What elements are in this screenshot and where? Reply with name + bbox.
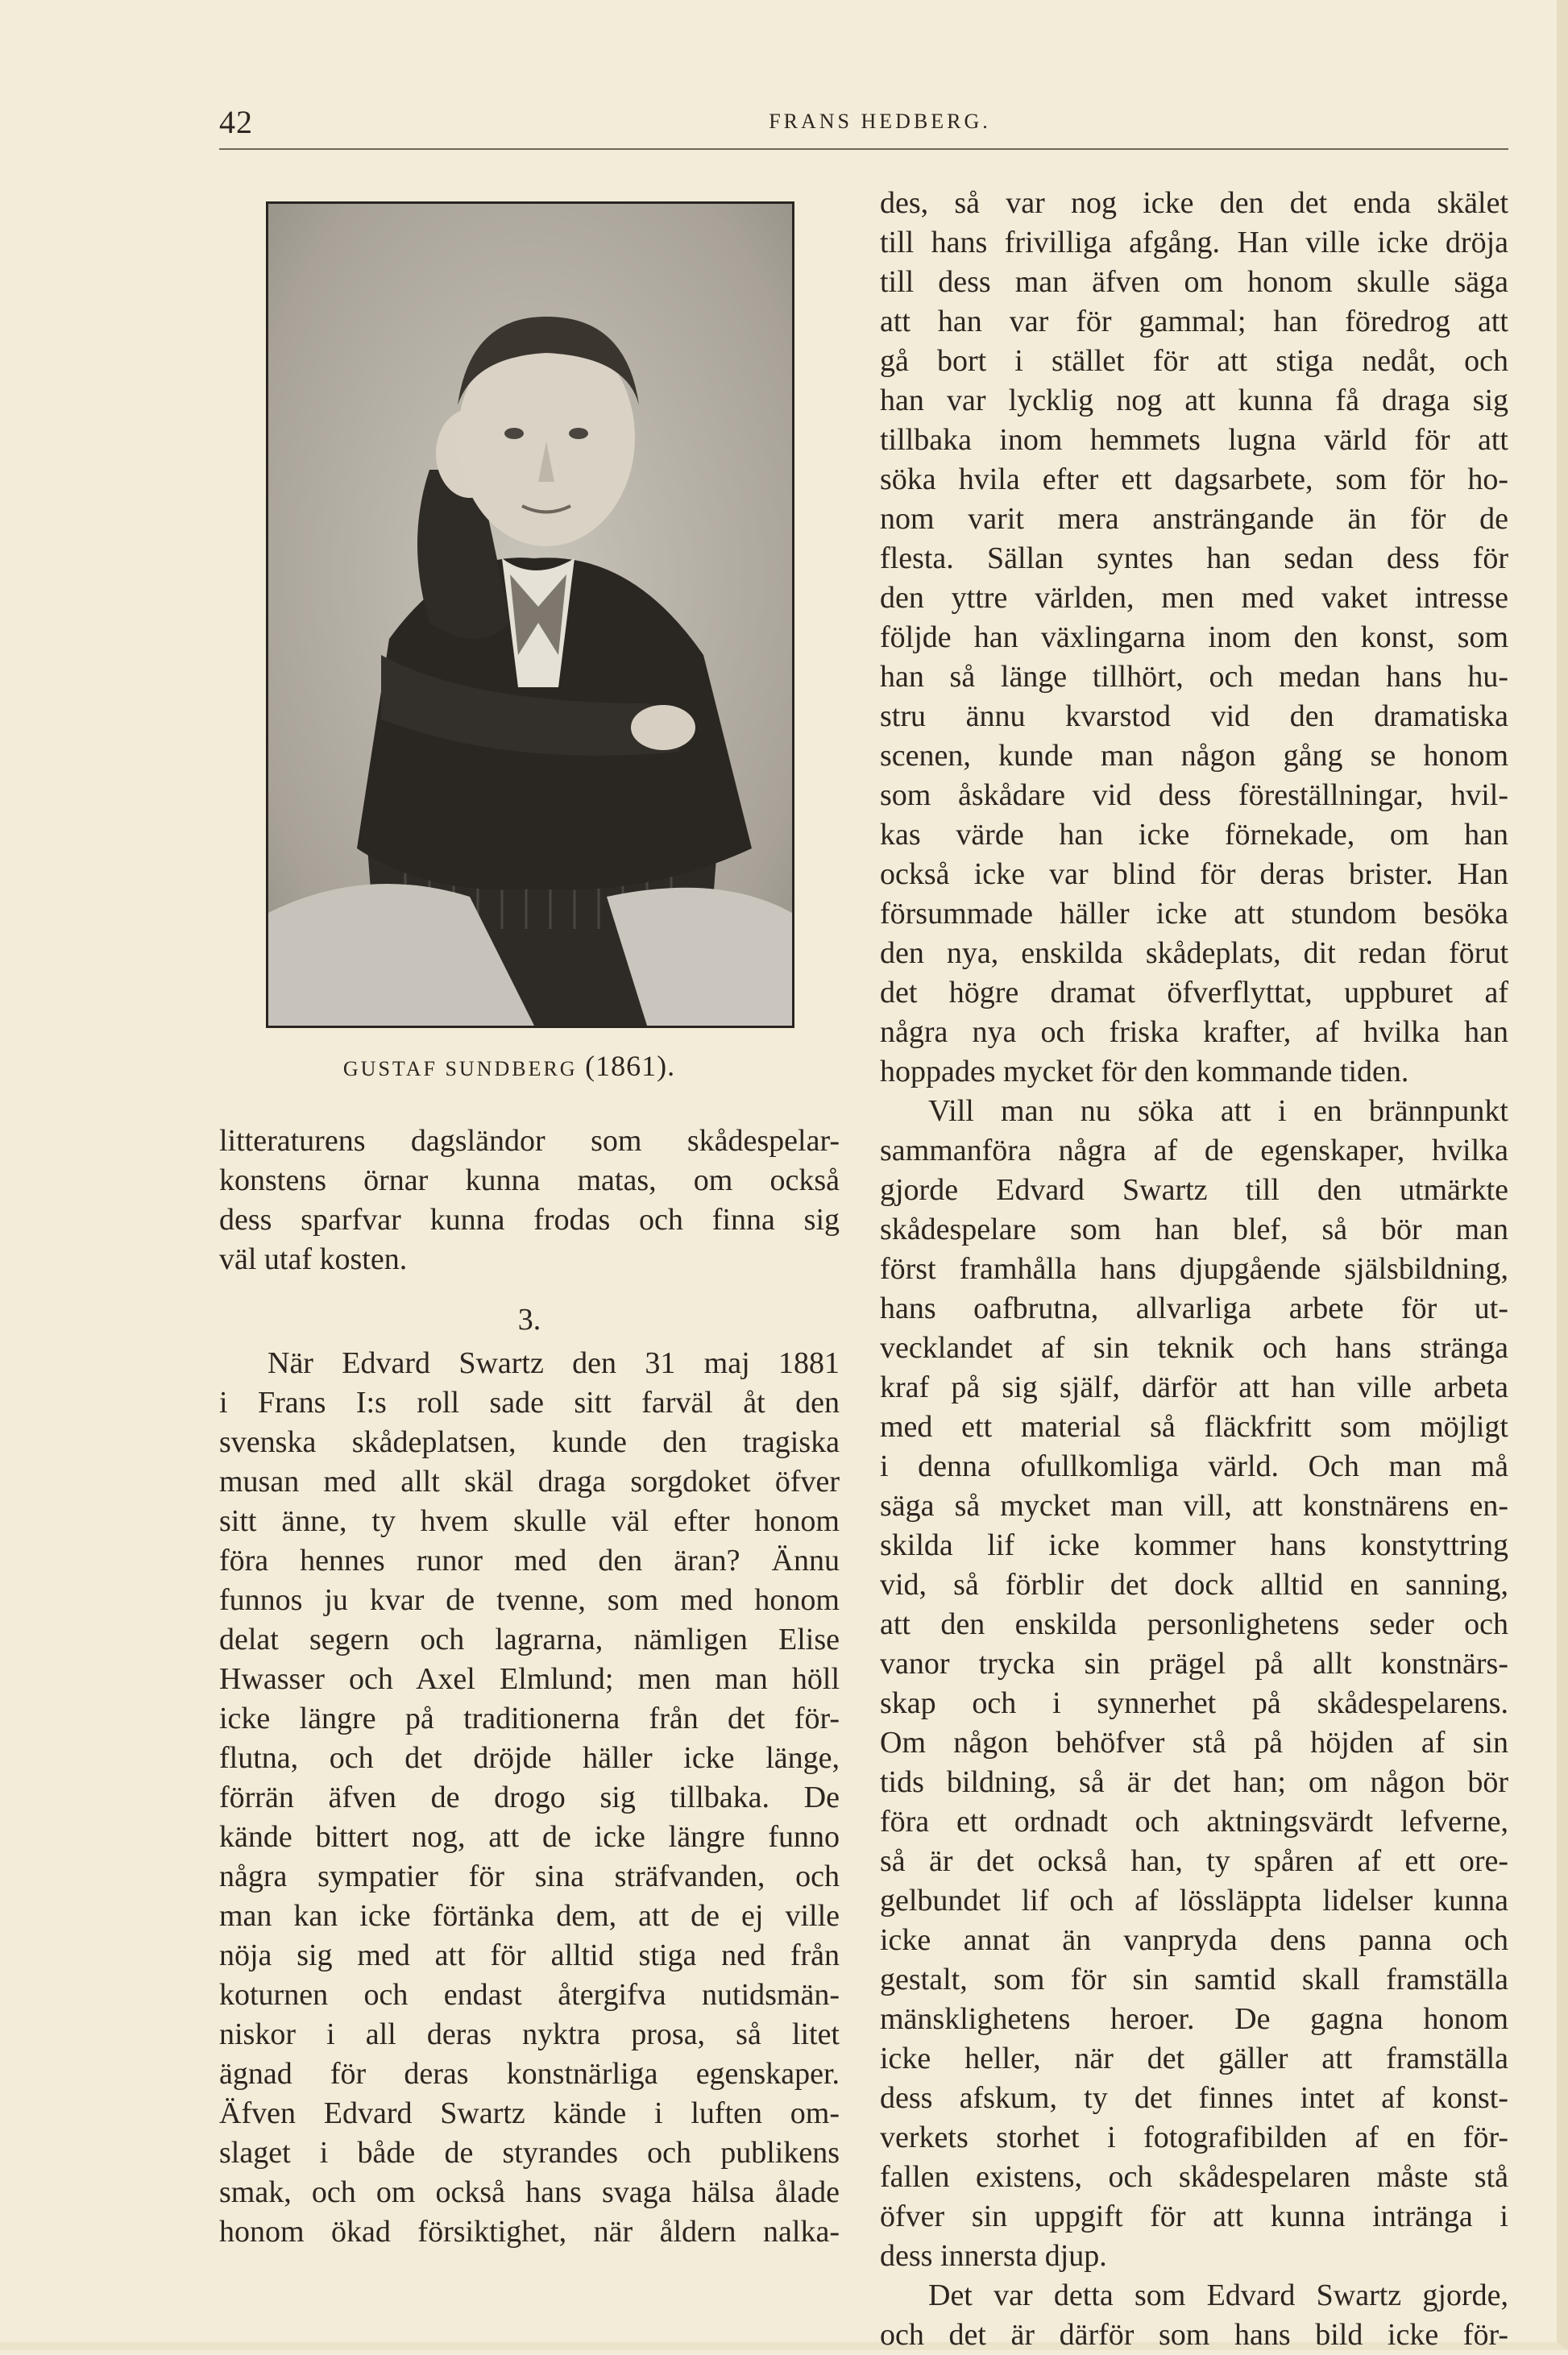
text-line: mänsklighetens heroer. De gagna honom bbox=[880, 2002, 1508, 2036]
text-line: icke heller, när det gäller att framställa bbox=[880, 2042, 1508, 2075]
text-line: den yttre världen, men med vaket intresse bbox=[880, 581, 1508, 615]
text-line: föra hennes runor med den äran? Ännu bbox=[219, 1544, 840, 1578]
text-line: smak, och om också hans svaga hälsa ålade bbox=[219, 2175, 840, 2209]
text-line: koturnen och endast återgifva nutidsmän- bbox=[219, 1978, 840, 2012]
text-line: följde han växlingarna inom den konst, som bbox=[880, 620, 1508, 654]
caption-year: (1861). bbox=[585, 1050, 676, 1082]
text-line: i denna ofullkomliga värld. Och man må bbox=[880, 1449, 1508, 1483]
right-column bbox=[880, 184, 1508, 2355]
text-line: man kan icke förtänka dem, att de ej ville bbox=[219, 1899, 840, 1933]
text-line: tids bildning, så är det han; om någon bör bbox=[880, 1765, 1508, 1799]
text-line: verkets storhet i fotografibilden af en för- bbox=[880, 2121, 1508, 2154]
caption-name: GUSTAF SUNDBERG bbox=[342, 1057, 578, 1080]
text-line: som åskådare vid dess föreställningar, hvil- bbox=[880, 778, 1508, 812]
text-line: han var lycklig nog att kunna få draga sig bbox=[880, 384, 1508, 417]
portrait-photo bbox=[266, 201, 794, 1028]
text-line: säga så mycket man vill, att konstnärens en- bbox=[880, 1489, 1508, 1523]
text-line: ägnad för deras konstnärliga egenskaper. bbox=[219, 2057, 840, 2091]
text-line: gelbundet lif och af lössläppta lidelser kunna bbox=[880, 1884, 1508, 1918]
text-line: Hwasser och Axel Elmlund; men man höll bbox=[219, 1662, 840, 1696]
text-line: När Edvard Swartz den 31 maj 1881 bbox=[268, 1346, 840, 1380]
text-line: vecklandet af sin teknik och hans stränga bbox=[880, 1331, 1508, 1365]
text-line: han så länge tillhört, och medan hans hu- bbox=[880, 660, 1508, 694]
text-line: öfver sin uppgift för att kunna intränga i bbox=[880, 2200, 1508, 2233]
text-line: vid, så förblir det dock alltid en sanning, bbox=[880, 1568, 1508, 1602]
text-line: skilda lif icke kommer hans konstyttring bbox=[880, 1528, 1508, 1562]
right-paragraph-1 bbox=[880, 184, 1508, 1092]
text-line: honom ökad försiktighet, när åldern nalka- bbox=[219, 2215, 840, 2249]
text-line: hans oafbrutna, allvarliga arbete för ut- bbox=[880, 1292, 1508, 1325]
text-line: dess afskum, ty det finnes intet af konst- bbox=[880, 2081, 1508, 2115]
text-line: svenska skådeplatsen, kunde den tragiska bbox=[219, 1425, 840, 1459]
text-line: icke längre på traditionerna från det för- bbox=[219, 1702, 840, 1735]
text-line: litteraturens dagsländor som skådespelar- bbox=[219, 1124, 840, 1158]
left-paragraph-2 bbox=[219, 1344, 840, 2252]
page-header bbox=[219, 100, 1508, 150]
text-line: den nya, enskilda skådeplats, dit redan förut bbox=[880, 936, 1508, 970]
text-line: några sympatier för sina sträfvanden, och bbox=[219, 1860, 840, 1893]
text-line: konstens örnar kunna matas, om också bbox=[219, 1163, 840, 1197]
right-paragraph-3 bbox=[880, 2276, 1508, 2355]
text-line: först framhålla hans djupgående själsbildning, bbox=[880, 1252, 1508, 1286]
text-line: nom varit mera ansträngande än för de bbox=[880, 502, 1508, 536]
text-line: slaget i både de styrandes och publikens bbox=[219, 2136, 840, 2170]
portrait-illustration bbox=[268, 204, 792, 1026]
right-paragraph-2 bbox=[880, 1092, 1508, 2276]
text-line: förrän äfven de drogo sig tillbaka. De bbox=[219, 1781, 840, 1814]
text-line: nöja sig med att för alltid stiga ned från bbox=[219, 1938, 840, 1972]
text-line: kraf på sig själf, därför att han ville arbeta bbox=[880, 1370, 1508, 1404]
text-line: flesta. Sällan syntes han sedan dess för bbox=[880, 541, 1508, 575]
text-line: musan med allt skäl draga sorgdoket öfver bbox=[219, 1465, 840, 1499]
text-line: kände bittert nog, att de icke längre funno bbox=[219, 1820, 840, 1854]
left-paragraph-1 bbox=[219, 1122, 840, 1279]
text-line: några nya och friska krafter, af hvilka han bbox=[880, 1015, 1508, 1049]
text-line: också icke var blind för deras brister. Han bbox=[880, 857, 1508, 891]
text-line: vanor trycka sin prägel på allt konstnärs- bbox=[880, 1647, 1508, 1681]
text-line: funnos ju kvar de tvenne, som med honom bbox=[219, 1583, 840, 1617]
text-line: scenen, kunde man någon gång se honom bbox=[880, 739, 1508, 773]
text-line: gjorde Edvard Swartz till den utmärkte bbox=[880, 1173, 1508, 1207]
text-line: att den enskilda personlighetens seder och bbox=[880, 1607, 1508, 1641]
text-line: försummade häller icke att stundom besöka bbox=[880, 897, 1508, 931]
text-line: flutna, och det dröjde häller icke länge, bbox=[219, 1741, 840, 1775]
text-line: gestalt, som för sin samtid skall framställa bbox=[880, 1963, 1508, 1996]
text-line: Om någon behöfver stå på höjden af sin bbox=[880, 1726, 1508, 1760]
text-line: Äfven Edvard Swartz kände i luften om- bbox=[219, 2096, 840, 2130]
text-line: det högre dramat öfverflyttat, uppburet af bbox=[880, 976, 1508, 1010]
text-line: stru ännu kvarstod vid den dramatiska bbox=[880, 699, 1508, 733]
text-line: söka hvila efter ett dagsarbete, som för ho- bbox=[880, 462, 1508, 496]
text-line: dess sparfvar kunna frodas och finna sig bbox=[219, 1203, 840, 1237]
text-line: delat segern och lagrarna, nämligen Elise bbox=[219, 1623, 840, 1656]
text-line: dess innersta djup. bbox=[880, 2239, 1107, 2273]
text-line: med ett material så fläckfritt som möjligt bbox=[880, 1410, 1508, 1444]
text-line: niskor i all deras nyktra prosa, så litet bbox=[219, 2017, 840, 2051]
text-line: skådespelare som han blef, så bör man bbox=[880, 1213, 1508, 1246]
photo-caption bbox=[219, 1049, 799, 1083]
text-line: så är det också han, ty spåren af ett ore- bbox=[880, 1844, 1508, 1878]
text-line: att han var för gammal; han föredrog att bbox=[880, 305, 1508, 338]
text-line: Vill man nu söka att i en brännpunkt bbox=[928, 1094, 1508, 1128]
text-line: sitt änne, ty hvem skulle väl efter honom bbox=[219, 1504, 840, 1538]
running-head: FRANS HEDBERG. bbox=[769, 110, 991, 133]
page-number: 42 bbox=[219, 104, 253, 140]
text-line: fallen existens, och skådespelaren måste stå bbox=[880, 2160, 1508, 2194]
section-number: 3. bbox=[517, 1303, 541, 1337]
text-line: till hans frivilliga afgång. Han ville icke dröja bbox=[880, 226, 1508, 259]
text-line: des, så var nog icke den det enda skälet bbox=[880, 186, 1508, 220]
text-line: icke annat än vanpryda dens panna och bbox=[880, 1923, 1508, 1957]
text-line: Det var detta som Edvard Swartz gjorde, bbox=[928, 2278, 1508, 2312]
text-line: gå bort i stället för att stiga nedåt, och bbox=[880, 344, 1508, 378]
text-line: och det är därför som hans bild icke för- bbox=[880, 2318, 1508, 2352]
text-line: i Frans I:s roll sade sitt farväl åt den bbox=[219, 1386, 840, 1420]
text-line: kas värde han icke förnekade, om han bbox=[880, 818, 1508, 852]
text-line: till dess man äfven om honom skulle säga bbox=[880, 265, 1508, 299]
text-line: sammanföra några af de egenskaper, hvilka bbox=[880, 1134, 1508, 1167]
text-line: tillbaka inom hemmets lugna värld för att bbox=[880, 423, 1508, 457]
text-line: föra ett ordnadt och aktningsvärdt lefverne, bbox=[880, 1805, 1508, 1839]
text-line: väl utaf kosten. bbox=[219, 1242, 408, 1276]
text-line: hoppades mycket för den kommande tiden. bbox=[880, 1055, 1409, 1088]
text-line: skap och i synnerhet på skådespelarens. bbox=[880, 1686, 1508, 1720]
